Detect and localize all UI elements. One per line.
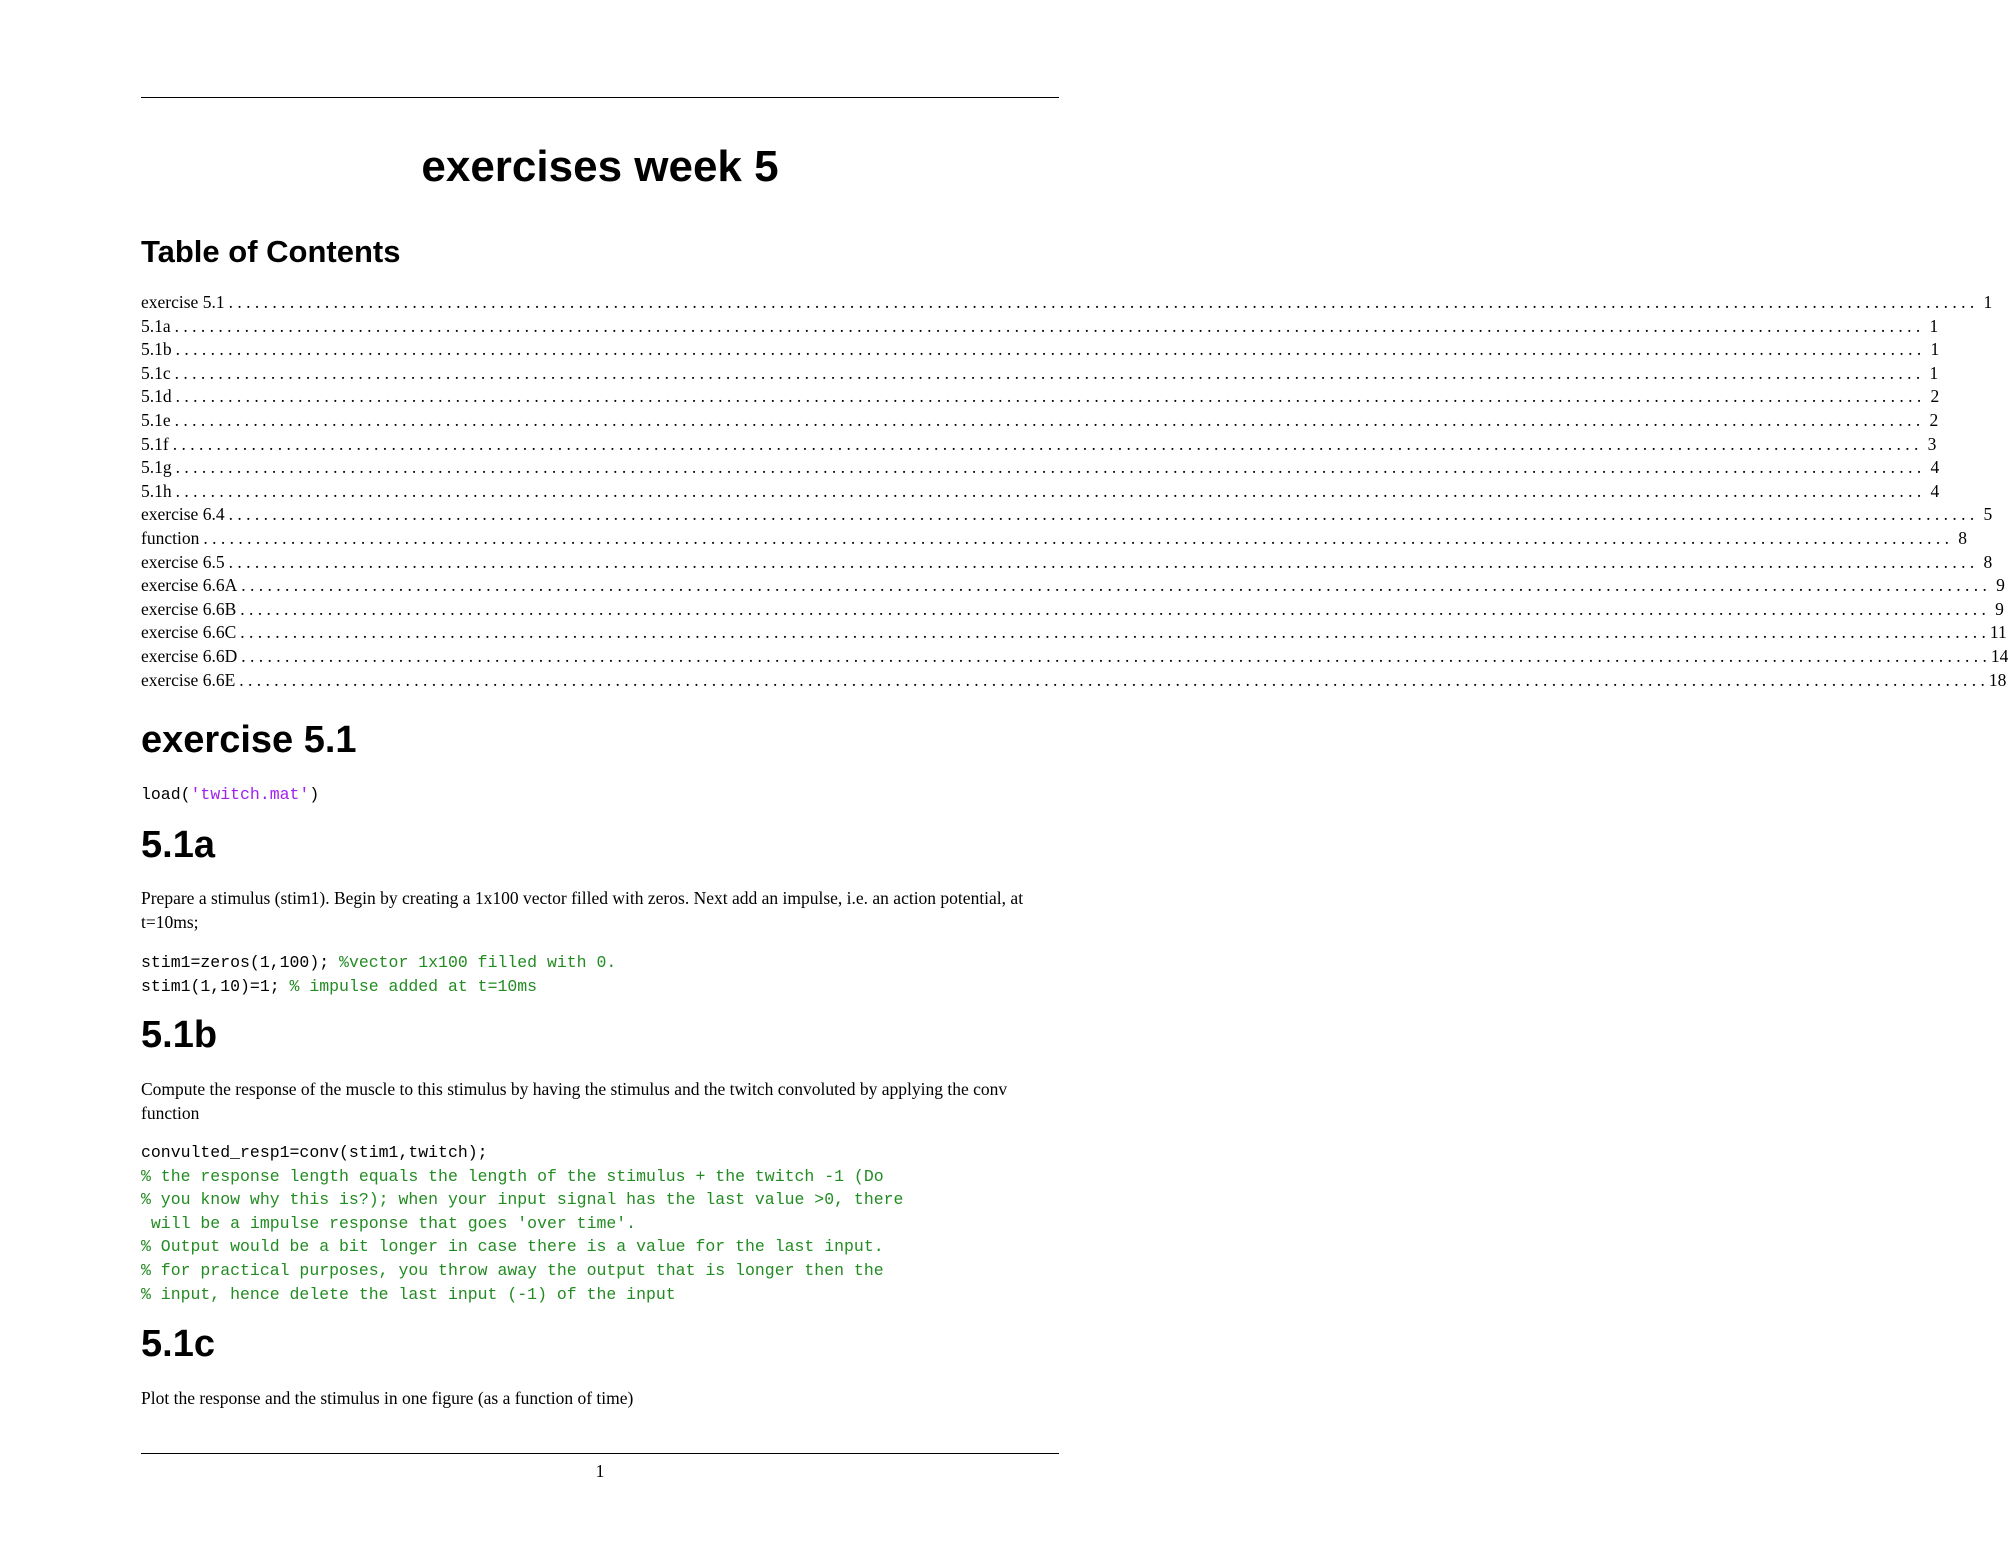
toc-entry[interactable] [141, 598, 2004, 622]
code-block-load [141, 783, 1071, 807]
header-rule [141, 97, 1059, 98]
toc-entry[interactable] [141, 362, 1939, 386]
toc-entry[interactable] [141, 315, 1939, 339]
toc-leader-dots: . . . . . . . . . . . . . . . . . . . . . . . . . . . . . . . . . . . . . . . . . . . . . . . . . . . . . . . . . . . . . . . . . . . . . . . . . . . . . . . . . . . . . . . . . . . . . . . . . . . . . . . . . . . . . . . . . . . . . . . . . . . . . . . . . . . . . . . . . . . . . . . . . . . . . . . . . . . . . . . . . . . . . . . . . . . . . . . . . . . . . . . . . . . . . . . . . . . . . . . . [175, 480, 1922, 501]
toc-entry-page: 18 [1988, 669, 2007, 690]
code-statement: stim1(1,10)=1; [141, 976, 290, 996]
toc-leader-dots: . . . . . . . . . . . . . . . . . . . . . . . . . . . . . . . . . . . . . . . . . . . . . . . . . . . . . . . . . . . . . . . . . . . . . . . . . . . . . . . . . . . . . . . . . . . . . . . . . . . . . . . . . . . . . . . . . . . . . . . . . . . . . . . . . . . . . . . . . . . . . . . . . . . . . . . . . . . . . . . . . . . . . . . . . . . . . . . . . . . . . . . . . . . . . . . . . . . . . . . . [228, 504, 1975, 525]
code-block-5-1a [141, 951, 1071, 998]
toc-entry-label: 5.1c [141, 362, 171, 383]
toc-entry[interactable] [141, 409, 1939, 433]
toc-leader-dots: . . . . . . . . . . . . . . . . . . . . . . . . . . . . . . . . . . . . . . . . . . . . . . . . . . . . . . . . . . . . . . . . . . . . . . . . . . . . . . . . . . . . . . . . . . . . . . . . . . . . . . . . . . . . . . . . . . . . . . . . . . . . . . . . . . . . . . . . . . . . . . . . . . . . . . . . . . . . . . . . . . . . . . . . . . . . . . . . . . . . . . . . . . . . . . . . . . . . . . . . [240, 598, 1986, 619]
toc-entry-label: function [141, 527, 200, 548]
section-heading-exercise-5-1: exercise 5.1 [141, 719, 357, 761]
toc-entry-label: 5.1e [141, 409, 171, 430]
toc-entry-label: 5.1d [141, 386, 172, 407]
code-comment: % the response length equals the length of the stimulus + the twitch -1 (Do [141, 1166, 884, 1186]
toc-leader-dots: . . . . . . . . . . . . . . . . . . . . . . . . . . . . . . . . . . . . . . . . . . . . . . . . . . . . . . . . . . . . . . . . . . . . . . . . . . . . . . . . . . . . . . . . . . . . . . . . . . . . . . . . . . . . . . . . . . . . . . . . . . . . . . . . . . . . . . . . . . . . . . . . . . . . . . . . . . . . . . . . . . . . . . . . . . . . . . . . . . . . . . . . . . . . . . . . . . . . . . . . [228, 292, 1975, 312]
code-comment: %vector 1x100 filled with 0. [339, 953, 617, 972]
toc-entry-page: 11 [1989, 622, 2007, 643]
toc-entry[interactable] [141, 621, 2007, 645]
toc-leader-dots: . . . . . . . . . . . . . . . . . . . . . . . . . . . . . . . . . . . . . . . . . . . . . . . . . . . . . . . . . . . . . . . . . . . . . . . . . . . . . . . . . . . . . . . . . . . . . . . . . . . . . . . . . . . . . . . . . . . . . . . . . . . . . . . . . . . . . . . . . . . . . . . . . . . . . . . . . . . . . . . . . . . . . . . . . . . . . . . . . . . . . . . . . . . . . . . . . . . . . . . . [174, 362, 1921, 383]
toc-entry[interactable] [141, 433, 1937, 457]
section-heading-5-1a: 5.1a [141, 824, 215, 866]
section-heading-5-1c: 5.1c [141, 1323, 215, 1365]
toc-leader-dots: . . . . . . . . . . . . . . . . . . . . . . . . . . . . . . . . . . . . . . . . . . . . . . . . . . . . . . . . . . . . . . . . . . . . . . . . . . . . . . . . . . . . . . . . . . . . . . . . . . . . . . . . . . . . . . . . . . . . . . . . . . . . . . . . . . . . . . . . . . . . . . . . . . . . . . . . . . . . . . . . . . . . . . . . . . . . . . . . . . . . . . . . . . . . . . . . . . . . . . . . [241, 645, 1987, 666]
code-comment: % for practical purposes, you throw away the output that is longer then the [141, 1260, 884, 1280]
toc-entry-page: 2 [1930, 386, 1940, 407]
toc-entry-label: exercise 5.1 [141, 292, 225, 312]
toc-entry-page: 2 [1929, 409, 1939, 430]
code-block-5-1b [141, 1141, 1071, 1306]
toc-leader-dots: . . . . . . . . . . . . . . . . . . . . . . . . . . . . . . . . . . . . . . . . . . . . . . . . . . . . . . . . . . . . . . . . . . . . . . . . . . . . . . . . . . . . . . . . . . . . . . . . . . . . . . . . . . . . . . . . . . . . . . . . . . . . . . . . . . . . . . . . . . . . . . . . . . . . . . . . . . . . . . . . . . . . . . . . . . . . . . . . . . . . . . . . . . . . . . . . . . . . . . . . [174, 315, 1921, 336]
toc-entry-page: 1 [1929, 362, 1939, 383]
footer-rule [141, 1453, 1059, 1454]
toc-entry-page: 9 [1996, 575, 2005, 596]
toc-heading: Table of Contents [141, 234, 401, 269]
toc-leader-dots: . . . . . . . . . . . . . . . . . . . . . . . . . . . . . . . . . . . . . . . . . . . . . . . . . . . . . . . . . . . . . . . . . . . . . . . . . . . . . . . . . . . . . . . . . . . . . . . . . . . . . . . . . . . . . . . . . . . . . . . . . . . . . . . . . . . . . . . . . . . . . . . . . . . . . . . . . . . . . . . . . . . . . . . . . . . . . . . . . . . . . . . . . . . . . . . . . . . . . . . . [203, 527, 1949, 548]
paragraph-5-1c: Plot the response and the stimulus in one figure (as a function of time) [141, 1388, 634, 1408]
code-statement: load( [141, 785, 191, 804]
toc-entry-label: exercise 6.6A [141, 575, 238, 596]
toc-entry-label: exercise 6.6C [141, 622, 237, 643]
code-statement: stim1=zeros(1,100); [141, 953, 340, 972]
toc-entry-page: 5 [1983, 504, 1993, 525]
toc-entry-page: 4 [1930, 480, 1940, 501]
code-string: 'twitch.mat' [190, 785, 310, 804]
toc-entry[interactable] [141, 385, 1940, 409]
code-statement: convulted_resp1=conv(stim1,twitch); [141, 1143, 488, 1162]
toc-entry-label: 5.1g [141, 457, 172, 478]
toc-entry[interactable] [141, 551, 1993, 575]
toc-entry[interactable] [141, 480, 1940, 504]
document-title: exercises week 5 [421, 142, 779, 191]
paragraph-5-1b: Compute the response of the muscle to this stimulus by having the stimulus and the twitch convoluted by applying the conv function [141, 1079, 1008, 1123]
toc-entry[interactable] [141, 527, 1967, 551]
toc-entry-label: exercise 6.5 [141, 551, 225, 572]
toc-entry-page: 8 [1958, 527, 1967, 548]
toc-entry-page: 14 [1990, 645, 2008, 666]
toc-leader-dots: . . . . . . . . . . . . . . . . . . . . . . . . . . . . . . . . . . . . . . . . . . . . . . . . . . . . . . . . . . . . . . . . . . . . . . . . . . . . . . . . . . . . . . . . . . . . . . . . . . . . . . . . . . . . . . . . . . . . . . . . . . . . . . . . . . . . . . . . . . . . . . . . . . . . . . . . . . . . . . . . . . . . . . . . . . . . . . . . . . . . . . . . . . . . . . . . . . . . . . . . [240, 622, 1986, 643]
toc-entry-page: 3 [1927, 433, 1937, 454]
toc-leader-dots: . . . . . . . . . . . . . . . . . . . . . . . . . . . . . . . . . . . . . . . . . . . . . . . . . . . . . . . . . . . . . . . . . . . . . . . . . . . . . . . . . . . . . . . . . . . . . . . . . . . . . . . . . . . . . . . . . . . . . . . . . . . . . . . . . . . . . . . . . . . . . . . . . . . . . . . . . . . . . . . . . . . . . . . . . . . . . . . . . . . . . . . . . . . . . . . . . . . . . . . . [228, 551, 1975, 572]
toc-entry-label: exercise 6.6D [141, 645, 238, 666]
toc-entry-page: 1 [1929, 315, 1939, 336]
toc-leader-dots: . . . . . . . . . . . . . . . . . . . . . . . . . . . . . . . . . . . . . . . . . . . . . . . . . . . . . . . . . . . . . . . . . . . . . . . . . . . . . . . . . . . . . . . . . . . . . . . . . . . . . . . . . . . . . . . . . . . . . . . . . . . . . . . . . . . . . . . . . . . . . . . . . . . . . . . . . . . . . . . . . . . . . . . . . . . . . . . . . . . . . . . . . . . . . . . . . . . . . . . . [239, 669, 1985, 690]
table-of-contents [141, 291, 2008, 692]
toc-entry[interactable] [141, 503, 1993, 527]
page-number: 1 [595, 1461, 605, 1481]
toc-entry[interactable] [141, 291, 1993, 315]
code-comment: % you know why this is?); when your input signal has the last value >0, there [141, 1190, 904, 1210]
toc-entry-label: 5.1b [141, 339, 172, 360]
toc-entry-label: exercise 6.6E [141, 669, 236, 690]
toc-leader-dots: . . . . . . . . . . . . . . . . . . . . . . . . . . . . . . . . . . . . . . . . . . . . . . . . . . . . . . . . . . . . . . . . . . . . . . . . . . . . . . . . . . . . . . . . . . . . . . . . . . . . . . . . . . . . . . . . . . . . . . . . . . . . . . . . . . . . . . . . . . . . . . . . . . . . . . . . . . . . . . . . . . . . . . . . . . . . . . . . . . . . . . . . . . . . . . . . . . . . . . . . [175, 457, 1922, 478]
code-statement: ) [309, 785, 320, 804]
code-comment: % input, hence delete the last input (-1) of the input [141, 1284, 676, 1304]
section-heading-5-1b: 5.1b [141, 1014, 218, 1056]
code-comment: % impulse added at t=10ms [289, 976, 538, 996]
toc-entry[interactable] [141, 456, 1940, 480]
toc-entry[interactable] [141, 338, 1940, 362]
toc-leader-dots: . . . . . . . . . . . . . . . . . . . . . . . . . . . . . . . . . . . . . . . . . . . . . . . . . . . . . . . . . . . . . . . . . . . . . . . . . . . . . . . . . . . . . . . . . . . . . . . . . . . . . . . . . . . . . . . . . . . . . . . . . . . . . . . . . . . . . . . . . . . . . . . . . . . . . . . . . . . . . . . . . . . . . . . . . . . . . . . . . . . . . . . . . . . . . . . . . . . . . . . . [175, 386, 1922, 407]
toc-entry-label: 5.1f [141, 433, 169, 454]
toc-entry-label: 5.1h [141, 480, 172, 501]
toc-leader-dots: . . . . . . . . . . . . . . . . . . . . . . . . . . . . . . . . . . . . . . . . . . . . . . . . . . . . . . . . . . . . . . . . . . . . . . . . . . . . . . . . . . . . . . . . . . . . . . . . . . . . . . . . . . . . . . . . . . . . . . . . . . . . . . . . . . . . . . . . . . . . . . . . . . . . . . . . . . . . . . . . . . . . . . . . . . . . . . . . . . . . . . . . . . . . . . . . . . . . . . . . [174, 409, 1921, 430]
toc-leader-dots: . . . . . . . . . . . . . . . . . . . . . . . . . . . . . . . . . . . . . . . . . . . . . . . . . . . . . . . . . . . . . . . . . . . . . . . . . . . . . . . . . . . . . . . . . . . . . . . . . . . . . . . . . . . . . . . . . . . . . . . . . . . . . . . . . . . . . . . . . . . . . . . . . . . . . . . . . . . . . . . . . . . . . . . . . . . . . . . . . . . . . . . . . . . . . . . . . . . . . . . . [241, 575, 1987, 596]
toc-entry-page: 1 [1930, 339, 1940, 360]
toc-entry-page: 9 [1995, 598, 2004, 619]
toc-entry-page: 8 [1983, 551, 1993, 572]
paragraph-5-1a: Prepare a stimulus (stim1). Begin by creating a 1x100 vector filled with zeros. Next add an impulse, i.e. an action potential, at t=10ms; [141, 888, 1024, 932]
toc-entry-page: 4 [1930, 457, 1940, 478]
code-comment: % Output would be a bit longer in case there is a value for the last input. [141, 1237, 884, 1257]
toc-leader-dots: . . . . . . . . . . . . . . . . . . . . . . . . . . . . . . . . . . . . . . . . . . . . . . . . . . . . . . . . . . . . . . . . . . . . . . . . . . . . . . . . . . . . . . . . . . . . . . . . . . . . . . . . . . . . . . . . . . . . . . . . . . . . . . . . . . . . . . . . . . . . . . . . . . . . . . . . . . . . . . . . . . . . . . . . . . . . . . . . . . . . . . . . . . . . . . . . . . . . . . . . [175, 339, 1922, 360]
toc-leader-dots: . . . . . . . . . . . . . . . . . . . . . . . . . . . . . . . . . . . . . . . . . . . . . . . . . . . . . . . . . . . . . . . . . . . . . . . . . . . . . . . . . . . . . . . . . . . . . . . . . . . . . . . . . . . . . . . . . . . . . . . . . . . . . . . . . . . . . . . . . . . . . . . . . . . . . . . . . . . . . . . . . . . . . . . . . . . . . . . . . . . . . . . . . . . . . . . . . . . . . . . . [172, 433, 1919, 454]
toc-entry-label: exercise 6.4 [141, 504, 225, 525]
toc-entry-label: 5.1a [141, 315, 171, 336]
toc-entry[interactable] [141, 669, 2007, 693]
toc-entry[interactable] [141, 574, 2005, 598]
toc-entry-label: exercise 6.6B [141, 598, 237, 619]
code-comment: will be a impulse response that goes 'over time'. [141, 1213, 637, 1233]
toc-entry-page: 1 [1983, 292, 1993, 312]
toc-entry[interactable] [141, 645, 2008, 669]
